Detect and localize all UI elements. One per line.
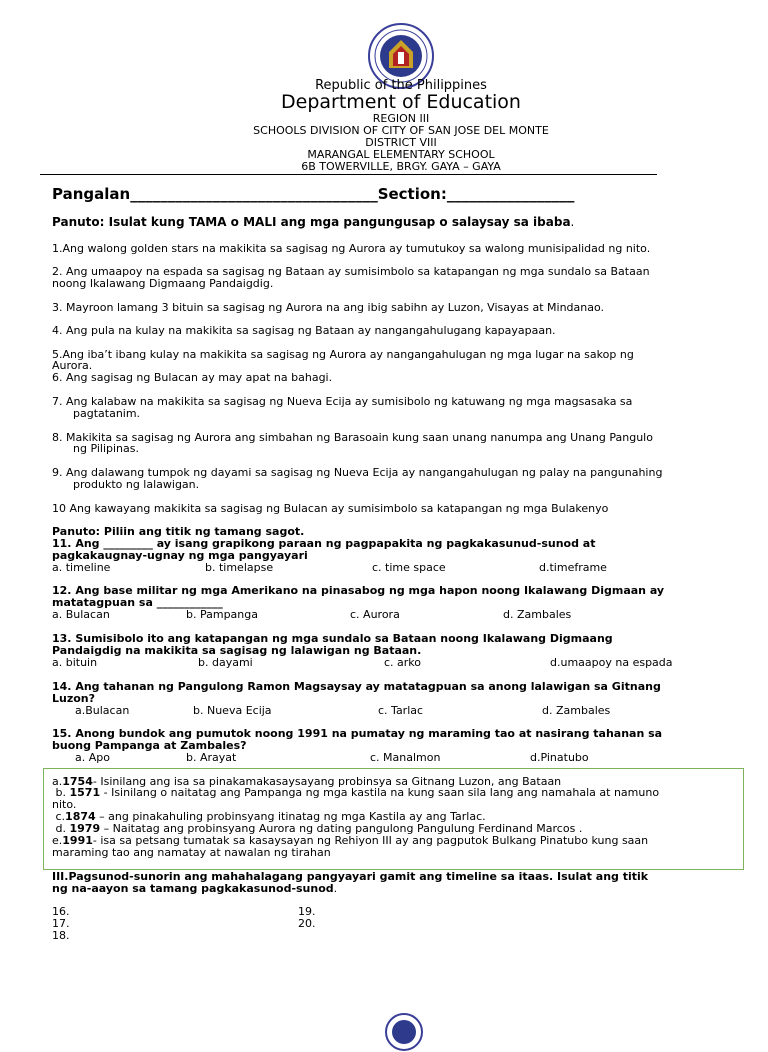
tf-item-6: 6. Ang sagisag ng Bulacan ay may apat na bahagi. bbox=[52, 371, 333, 384]
mc-question-13: 13. Sumisibolo ito ang katapangan ng mga sundalo sa Bataan noong Ikalawang Digmaang bbox=[52, 632, 613, 645]
mc-choice[interactable]: d.Pinatubo bbox=[530, 751, 589, 764]
school-line: MARANGAL ELEMENTARY SCHOOL bbox=[307, 148, 495, 161]
timeline-entry-d: d. 1979 – Naitatag ang probinsyang Aurora ng dating pangulong Pangulung Ferdinand Marcos . bbox=[52, 822, 583, 835]
part3-instruction-cont: ng na-aayon sa tamang pagkakasunod-sunod. bbox=[52, 882, 338, 895]
tf-item-9-cont: produkto ng lalawigan. bbox=[73, 478, 200, 491]
timeline-entry-e: e.1991- isa sa petsang tumatak sa kasaysayan ng Rehiyon III ay ang pagputok Bulkang Pinatubo kung saan bbox=[52, 834, 649, 847]
mc-choice[interactable]: d.umaapoy na espada bbox=[550, 656, 673, 669]
tf-item-7-cont: pagtatanim. bbox=[73, 407, 141, 420]
answer-slot-17[interactable]: 17. bbox=[52, 917, 70, 930]
mc-choice[interactable]: b. dayami bbox=[198, 656, 253, 669]
district-line: DISTRICT VIII bbox=[365, 136, 437, 149]
mc-question-14: 14. Ang tahanan ng Pangulong Ramon Magsaysay ay matatagpuan sa anong lalawigan sa Gitnang bbox=[52, 680, 661, 693]
timeline-entry-c: c.1874 – ang pinakahuling probinsyang itinatag ng mga Kastila ay ang Tarlac. bbox=[52, 810, 486, 823]
division-line: SCHOOLS DIVISION OF CITY OF SAN JOSE DEL MONTE bbox=[253, 124, 549, 137]
mc-question-14-cont: Luzon? bbox=[52, 692, 96, 705]
tf-item-7: 7. Ang kalabaw na makikita sa sagisag ng Nueva Ecija ay sumisibolo ng katuwang ng mga magsasaka sa bbox=[52, 395, 633, 408]
tf-item-4: 4. Ang pula na kulay na makikita sa sagisag ng Bataan ay nangangahulugang kapayapaan. bbox=[52, 324, 556, 337]
address-line: 6B TOWERVILLE, BRGY. GAYA – GAYA bbox=[301, 160, 501, 173]
mc-choice[interactable]: c. time space bbox=[372, 561, 446, 574]
tf-item-10: 10 Ang kawayang makikita sa sagisag ng Bulacan ay sumisimbolo sa katapangan ng mga Bulakenyo bbox=[52, 502, 609, 515]
mc-choice[interactable]: c. Aurora bbox=[350, 608, 400, 621]
mc-question-12: 12. Ang base militar ng mga Amerikano na pinasabog ng mga hapon noong Ikalawang Digmaan ay bbox=[52, 584, 665, 597]
tf-item-8-cont: ng Pilipinas. bbox=[73, 442, 139, 455]
mc-question-15-cont: buong Pampanga at Zambales? bbox=[52, 739, 247, 752]
department-heading: Department of Education bbox=[281, 91, 521, 113]
mc-question-12-cont: matatagpuan sa ____________ bbox=[52, 596, 223, 609]
region-line: REGION III bbox=[372, 112, 430, 125]
answer-slot-18[interactable]: 18. bbox=[52, 929, 70, 942]
mc-choice[interactable]: a. timeline bbox=[52, 561, 111, 574]
mc-choice[interactable]: b. timelapse bbox=[205, 561, 274, 574]
answer-slot-20[interactable]: 20. bbox=[298, 917, 316, 930]
part1-instruction: Panuto: Isulat kung TAMA o MALI ang mga pangungusap o salaysay sa ibaba. bbox=[52, 215, 575, 229]
mc-question-15: 15. Anong bundok ang pumutok noong 1991 na pumatay ng maraming tao at nasirang tahanan sa bbox=[52, 727, 663, 740]
tf-item-5-cont: Aurora. bbox=[52, 359, 93, 372]
answer-slot-16[interactable]: 16. bbox=[52, 905, 70, 918]
mc-choice[interactable]: c. Manalmon bbox=[370, 751, 441, 764]
timeline-entry-b: b. 1571 - Isinilang o naitatag ang Pampanga ng mga kastila na kung saan sila lang ang namahala at namuno bbox=[52, 786, 660, 799]
part2-instruction: Panuto: Piliin ang titik ng tamang sagot. bbox=[52, 525, 305, 538]
mc-choice[interactable]: c. Tarlac bbox=[378, 704, 424, 717]
mc-choice[interactable]: b. Arayat bbox=[186, 751, 237, 764]
tf-item-3: 3. Mayroon lamang 3 bituin sa sagisag ng Aurora na ang ibig sabihn ay Luzon, Visayas at Mindanao. bbox=[52, 301, 605, 314]
timeline-entry-e-cont: maraming tao ang namatay at nawalan ng tirahan bbox=[52, 846, 331, 859]
mc-question-13-cont: Pandaigdig na makikita sa sagisag ng lalawigan ng Bataan. bbox=[52, 644, 422, 657]
tf-item-5: 5.Ang iba’t ibang kulay na makikita sa sagisag ng Aurora ay nangangahulugan ng mga lugar na sakop ng bbox=[52, 348, 634, 361]
name-section-field[interactable]: Pangalan_________________________________Section:_________________ bbox=[52, 185, 575, 203]
header-divider bbox=[40, 174, 657, 175]
tf-item-2-cont: noong Ikalawang Digmaang Pandaigdig. bbox=[52, 277, 274, 290]
mc-choice[interactable]: d. Zambales bbox=[542, 704, 611, 717]
mc-choice[interactable]: d. Zambales bbox=[503, 608, 572, 621]
mc-choice[interactable]: a. Bulacan bbox=[52, 608, 110, 621]
tf-item-8: 8. Makikita sa sagisag ng Aurora ang simbahan ng Barasoain kung saan unang nanumpa ang Unang Pangulo bbox=[52, 431, 653, 444]
mc-choice[interactable]: a. Apo bbox=[75, 751, 110, 764]
timeline-entry-a: a.1754- Isinilang ang isa sa pinakamakasaysayang probinsya sa Gitnang Luzon, ang Bataan bbox=[52, 775, 562, 788]
mc-question-11-cont: pagkakaugnay-ugnay ng mga pangyayari bbox=[52, 549, 308, 562]
mc-choice[interactable]: d.timeframe bbox=[539, 561, 607, 574]
mc-choice[interactable]: b. Nueva Ecija bbox=[193, 704, 272, 717]
answer-slot-19[interactable]: 19. bbox=[298, 905, 316, 918]
mc-choice[interactable]: a. bituin bbox=[52, 656, 98, 669]
mc-choice[interactable]: c. arko bbox=[384, 656, 422, 669]
tf-item-1: 1.Ang walong golden stars na makikita sa sagisag ng Aurora ay tumutukoy sa walong munisipalidad ng nito. bbox=[52, 242, 651, 255]
deped-seal-icon bbox=[384, 1012, 424, 1052]
part3-instruction: III.Pagsunod-sunorin ang mahahalagang pangyayari gamit ang timeline sa itaas. Isulat ang titik bbox=[52, 870, 649, 883]
mc-choice[interactable]: b. Pampanga bbox=[186, 608, 258, 621]
republic-heading: Republic of the Philippines bbox=[315, 78, 487, 93]
mc-choice[interactable]: a.Bulacan bbox=[75, 704, 130, 717]
mc-question-11: 11. Ang _________ ay isang grapikong paraan ng pagpapakita ng pagkakasunud-sunod at bbox=[52, 537, 596, 550]
tf-item-2: 2. Ang umaapoy na espada sa sagisag ng Bataan ay sumisimbolo sa katapangan ng mga sundalo sa Bataan bbox=[52, 265, 650, 278]
timeline-entry-b-cont: nito. bbox=[52, 798, 77, 811]
tf-item-9: 9. Ang dalawang tumpok ng dayami sa sagisag ng Nueva Ecija ay nangangahulugan ng palay na pangunahing bbox=[52, 466, 663, 479]
